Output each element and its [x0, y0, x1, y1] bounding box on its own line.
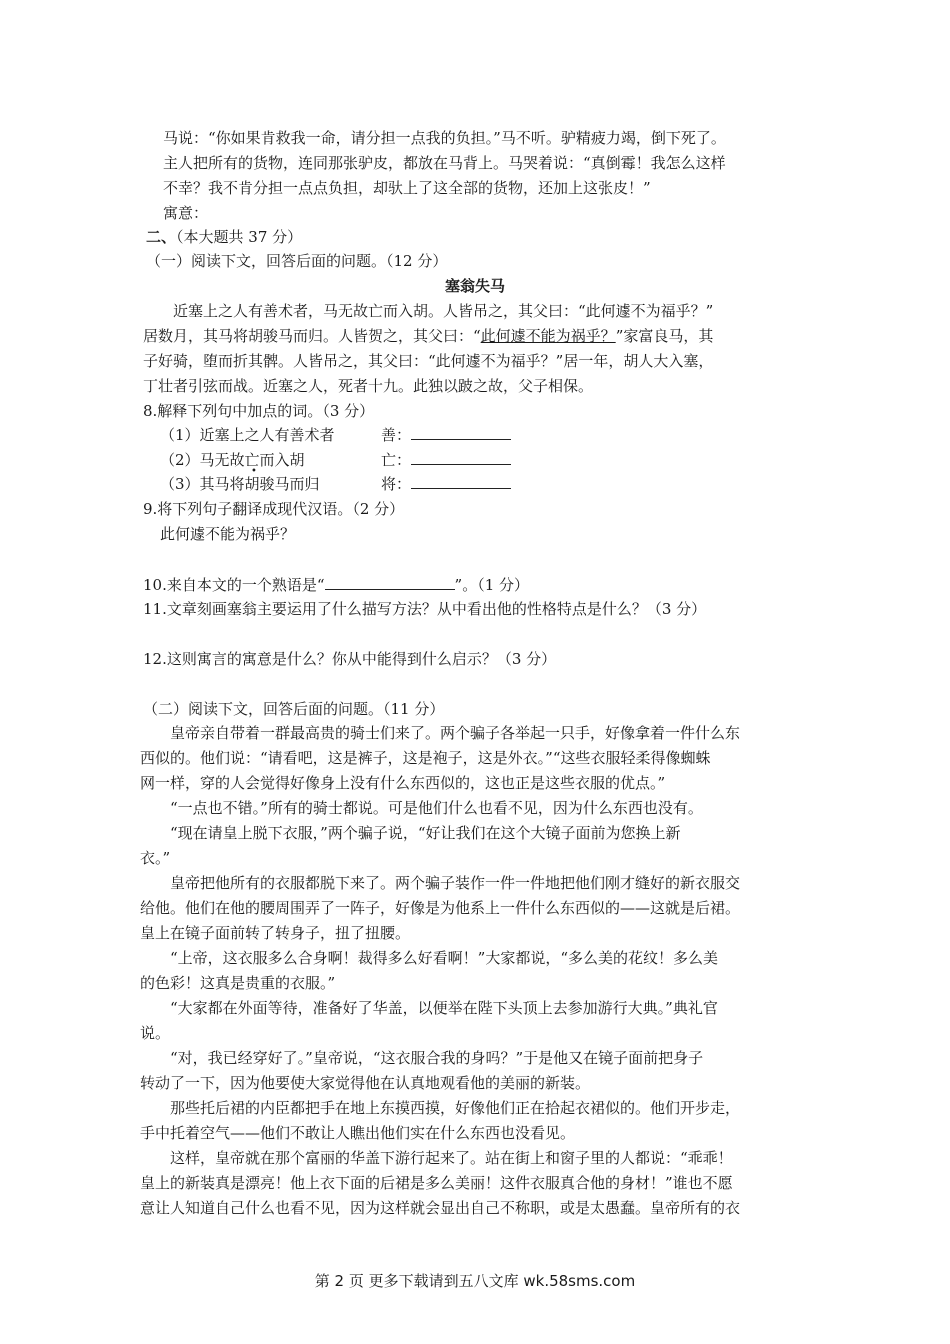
passage2-line-10: “上帝，这衣服多么合身啊！裁得多么好看啊！”大家都说，“多么美的花纹！多么美 — [170, 949, 719, 967]
passage-line-1: 近塞上之人有善术者，马无故亡而入胡。人皆吊之，其父曰：“此何遽不为福乎？” — [173, 302, 714, 320]
q11-stem: 11.文章刻画塞翁主要运用了什么描写方法？从中看出他的性格特点是什么？（3 分） — [143, 600, 707, 618]
passage2-line-15: 转动了一下，因为他要使大家觉得他在认真地观看他的美丽的新装。 — [140, 1074, 591, 1092]
answer-blank-2[interactable] — [411, 449, 511, 465]
moral-label: 寓意： — [163, 204, 209, 222]
passage-title: 塞翁失马 — [444, 277, 505, 295]
q8-item-1-sentence: （1）近塞上之人有善术者 — [160, 426, 335, 444]
passage2-line-18: 这样，皇帝就在那个富丽的华盖下游行起来了。站在街上和窗子里的人都说：“乖乖！ — [170, 1149, 733, 1167]
passage2-line-6: 衣。” — [140, 849, 171, 867]
passage2-line-9: 皇上在镜子面前转了转身子，扭了扭腰。 — [140, 924, 411, 942]
fable-line-1: 马说：“你如果肯救我一命，请分担一点我的负担。”马不听。驴精疲力竭，倒下死了。 — [163, 129, 726, 147]
passage2-line-7: 皇帝把他所有的衣服都脱下来了。两个骗子装作一件一件地把他们刚才缝好的新衣服交 — [170, 874, 741, 892]
passage2-line-12: “大家都在外面等待，准备好了华盖，以便举在陛下头顶上去参加游行大典。”典礼官 — [170, 999, 718, 1017]
section-note: （本大题共 37 分） — [176, 228, 303, 246]
passage2-line-8: 给他。他们在他的腰周围弄了一阵子，好像是为他系上一件什么东西似的——这就是后裙。 — [140, 899, 741, 917]
passage2-line-3: 网一样，穿的人会觉得好像身上没有什么东西似的，这也正是这些衣服的优点。” — [140, 774, 666, 792]
q8-stem: 8.解释下列句中加点的词。（3 分） — [143, 402, 375, 420]
passage2-line-11: 的色彩！这真是贵重的衣服。” — [140, 974, 336, 992]
passage-line-2-a: 居数月，其马将胡骏马而归。人皆贺之，其父曰：“ — [143, 327, 481, 345]
passage2-line-17: 手中托着空气——他们不敢让人瞧出他们实在什么东西也没看见。 — [140, 1124, 576, 1142]
q8-item-2-sentence: （2）马无故亡而入胡 — [160, 451, 305, 469]
underlined-sentence: 此何遽不能为祸乎？ — [480, 327, 616, 345]
passage-line-2 — [143, 325, 713, 347]
passage2-line-2: 西似的。他们说：“请看吧，这是裤子，这是袍子，这是外衣。”“这些衣服轻柔得像蜘蛛 — [140, 749, 711, 767]
q8-item-2 — [381, 449, 511, 471]
q8-item-1 — [381, 424, 511, 446]
passage-line-2-b: ”家富良马，其 — [615, 327, 714, 345]
answer-blank-3[interactable] — [411, 473, 511, 489]
q9-sentence: 此何遽不能为祸乎？ — [160, 525, 296, 543]
part2-intro: （二）阅读下文，回答后面的问题。（11 分） — [143, 700, 445, 718]
fable-line-2: 主人把所有的货物，连同那张驴皮，都放在马背上。马哭着说：“真倒霉！我怎么这样 — [163, 154, 726, 172]
passage-line-4: 丁壮者引弦而战。近塞之人，死者十九。此独以跛之故，父子相保。 — [143, 377, 594, 395]
answer-blank-q10[interactable] — [325, 574, 455, 590]
page-footer: 第 2 页 更多下载请到五八文库 wk.58sms.com — [314, 1272, 636, 1290]
q8-item-3-word: 将： — [381, 475, 412, 493]
passage2-line-1: 皇帝亲自带着一群最高贵的骑士们来了。两个骗子各举起一只手，好像拿着一件什么东 — [170, 724, 741, 742]
passage-line-3: 子好骑，堕而折其髀。人皆吊之，其父曰：“此何遽不为福乎？”居一年，胡人大入塞， — [143, 352, 714, 370]
q8-item-1-word: 善： — [381, 426, 412, 444]
emphasis-dot-icon: • — [251, 466, 257, 477]
section-number: 二、 — [146, 228, 177, 246]
q10-stem: 10.来自本文的一个熟语是“ — [143, 576, 325, 594]
passage2-line-14: “对，我已经穿好了。”皇帝说，“这衣服合我的身吗？”于是他又在镜子面前把身子 — [170, 1049, 704, 1067]
q8-item-3 — [381, 473, 511, 495]
q8-item-3-sentence: （3）其马将胡骏马而归 — [160, 475, 320, 493]
passage2-line-16: 那些托后裙的内臣都把手在地上东摸西摸，好像他们正在拾起衣裙似的。他们开步走， — [170, 1099, 741, 1117]
section-heading — [146, 226, 302, 248]
passage2-line-13: 说。 — [140, 1024, 171, 1042]
q8-item-2-word: 亡： — [381, 451, 412, 469]
answer-blank-1[interactable] — [411, 424, 511, 440]
passage2-line-20: 意让人知道自己什么也看不见，因为这样就会显出自己不称职，或是太愚蠢。皇帝所有的衣 — [140, 1199, 741, 1217]
fable-line-3: 不幸？我不肯分担一点点负担，却驮上了这全部的货物，还加上这张皮！” — [163, 179, 651, 197]
q10-line — [143, 574, 529, 596]
passage2-line-19: 皇上的新装真是漂亮！他上衣下面的后裙是多么美丽！这件衣服真合他的身材！”谁也不愿 — [140, 1174, 733, 1192]
passage2-line-5: “现在请皇上脱下衣服，”两个骗子说，“好让我们在这个大镜子面前为您换上新 — [170, 824, 681, 842]
q12-stem: 12.这则寓言的寓意是什么？你从中能得到什么启示？（3 分） — [143, 650, 557, 668]
passage2-line-4: “一点也不错。”所有的骑士都说。可是他们什么也看不见，因为什么东西也没有。 — [170, 799, 703, 817]
q9-stem: 9.将下列句子翻译成现代汉语。（2 分） — [143, 500, 405, 518]
part1-intro: （一）阅读下文，回答后面的问题。（12 分） — [146, 252, 448, 270]
q10-score: ”。（1 分） — [454, 576, 530, 594]
